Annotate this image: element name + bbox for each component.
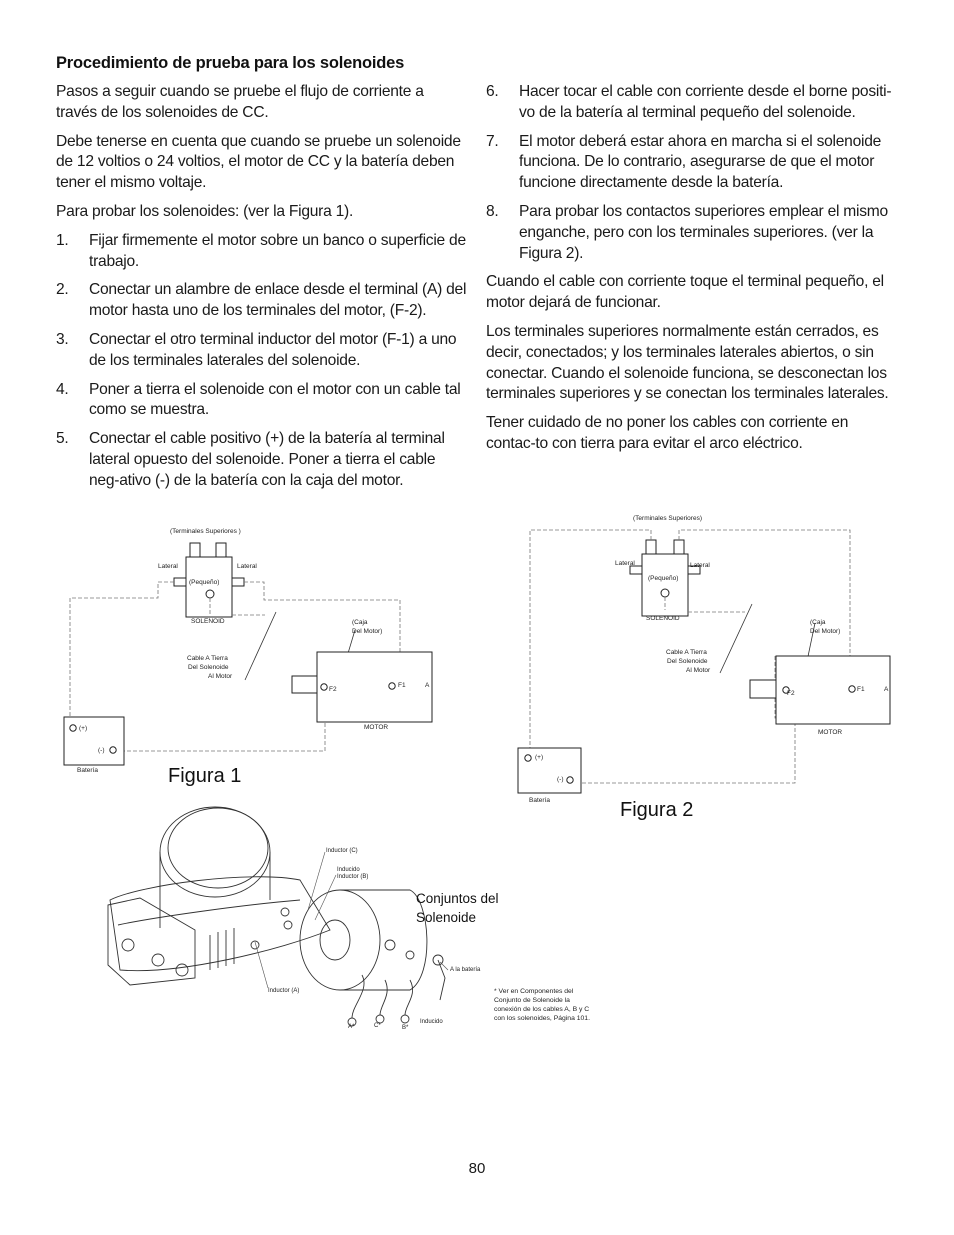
section-heading: Procedimiento de prueba para los solenoides <box>56 54 405 72</box>
solenoid-assembly-illustration <box>100 800 620 1035</box>
voltage-note-paragraph: Debe tenerse en cuenta que cuando se pruebe un solenoide de 12 voltios o 24 voltios, el motor de CC y la batería deben tener el mismo voltaje. <box>56 132 461 192</box>
intro-paragraph: Pasos a seguir cuando se pruebe el flujo de corriente a través de los solenoides de CC. <box>56 83 424 121</box>
step-text: Conectar el cable positivo (+) de la batería al terminal lateral opuesto del solenoide. Poner a tierra el cable neg-ativo (-) de la batería con la caja del motor. <box>89 430 445 489</box>
induced-bottom-label: Inducido <box>420 1019 443 1025</box>
b-star-label: B* <box>402 1025 409 1031</box>
note-line-1: * Ver en Componentes del <box>494 988 574 995</box>
motor-case-label: (Caja <box>352 619 368 626</box>
induced-label: Inducido <box>337 867 360 873</box>
step-text: Para probar los contactos superiores emplear el mismo enganche, pero con los terminales superiores. (ver la Figura 2). <box>519 202 888 262</box>
step-number: 4. <box>56 380 69 398</box>
lateral-left-label: Lateral <box>158 563 178 570</box>
top-terminals-label: (Terminales Superiores) <box>633 515 702 522</box>
small-terminal-label: (Pequeño) <box>648 575 679 582</box>
figure-2-caption: Figura 2 <box>620 799 694 821</box>
a-star-label: A* <box>348 1024 355 1030</box>
step-text: El motor deberá estar ahora en marcha si el solenoide funciona. De lo contrario, asegurarse de que el motor funcione directamente desde la batería. <box>519 132 882 192</box>
note-line-4: con los solenoides, Página 101. <box>494 1015 590 1022</box>
caution-paragraph: Tener cuidado de no poner los cables con corriente en contac-to con tierra para evitar el arco eléctrico. <box>486 414 849 452</box>
figure-1-diagram <box>50 520 450 790</box>
test-instructions-paragraph: Para probar los solenoides: (ver la Figura 1). <box>56 202 354 220</box>
note-line-3: conexión de los cables A, B y C <box>494 1006 590 1013</box>
ground-cable-label-3: Al Motor <box>208 673 233 680</box>
step-number: 8. <box>486 202 499 220</box>
figure-2-diagram <box>510 508 910 828</box>
top-terminals-label: (Terminales Superiores ) <box>170 528 241 535</box>
step-text: Hacer tocar el cable con corriente desde el borne positi-vo de la batería al terminal pequeño del solenoide. <box>519 83 892 121</box>
step-item <box>486 202 900 264</box>
note-line-2: Conjunto de Solenoide la <box>494 997 570 1004</box>
lateral-right-label: Lateral <box>237 563 257 570</box>
step-item <box>56 330 468 372</box>
step-text: Poner a tierra el solenoide con el motor con un cable tal como se muestra. <box>89 380 461 419</box>
to-battery-label: A la batería <box>450 967 481 973</box>
ground-cable-label-3: Al Motor <box>686 667 711 674</box>
ground-cable-label: Cable A Tierra <box>187 655 228 662</box>
step-item <box>486 132 900 194</box>
motor-case-label-2: Del Motor) <box>810 628 841 635</box>
step-number: 6. <box>486 83 499 100</box>
inductor-c-label: Inductor (C) <box>326 848 358 854</box>
f2-terminal-label: F2 <box>787 690 795 697</box>
motor-label: MOTOR <box>818 729 843 736</box>
page-number: 80 <box>468 1160 486 1177</box>
motor-label: MOTOR <box>364 724 389 731</box>
solenoid-label: SOLENOID <box>646 615 680 622</box>
motor-case-label: (Caja <box>810 619 826 626</box>
inductor-b-label: Inductor (B) <box>337 874 369 880</box>
step-text: Fijar firmemente el motor sobre un banco o superficie de trabajo. <box>89 231 466 270</box>
step-item <box>56 280 468 322</box>
battery-label: Batería <box>77 767 98 774</box>
motor-stop-paragraph: Cuando el cable con corriente toque el terminal pequeño, el motor dejará de funcionar. <box>486 273 884 312</box>
step-item <box>56 231 468 273</box>
ground-cable-label-2: Del Solenoide <box>667 658 708 665</box>
step-number: 1. <box>56 231 69 249</box>
assembly-title-2: Solenoide <box>416 910 477 925</box>
lateral-right-label: Lateral <box>690 562 710 569</box>
a-terminal-label: A <box>884 686 889 693</box>
terminals-paragraph: Los terminales superiores normalmente están cerrados, es decir, conectados; y los terminales laterales abiertos, o sin conectar. Cuando el solenoide funciona, se desconectan los terminales superiores y se conectan los terminales laterales. <box>486 322 889 403</box>
step-number: 7. <box>486 132 499 150</box>
step-item <box>56 429 468 491</box>
step-text: Conectar el otro terminal inductor del motor (F-1) a uno de los terminales laterales del solenoide. <box>89 330 457 369</box>
left-column <box>56 82 468 500</box>
battery-positive-label: (+) <box>535 754 544 761</box>
small-terminal-label: (Pequeño) <box>189 579 220 586</box>
step-number: 2. <box>56 281 69 299</box>
battery-label: Batería <box>529 797 550 804</box>
battery-negative-label: (-) <box>557 776 564 783</box>
c-star-label: C* <box>374 1023 381 1029</box>
step-number: 5. <box>56 430 69 448</box>
battery-positive-label: (+) <box>79 725 88 732</box>
f1-terminal-label: F1 <box>857 686 865 693</box>
figure-1-caption: Figura 1 <box>168 765 242 787</box>
step-text: Conectar un alambre de enlace desde el terminal (A) del motor hasta uno de los terminales del motor, (F-2). <box>89 281 467 320</box>
ground-cable-label-2: Del Solenoide <box>188 664 229 671</box>
step-item <box>486 82 900 124</box>
inductor-a-label: Inductor (A) <box>268 988 300 994</box>
f1-terminal-label: F1 <box>398 682 406 689</box>
a-terminal-label: A <box>425 682 430 689</box>
right-column <box>486 82 900 463</box>
motor-case-label-2: Del Motor) <box>352 628 383 635</box>
f2-terminal-label: F2 <box>329 686 337 693</box>
step-number: 3. <box>56 330 69 348</box>
assembly-title: Conjuntos del <box>416 891 499 906</box>
solenoid-label: SOLENOID <box>191 618 225 625</box>
ground-cable-label: Cable A Tierra <box>666 649 707 656</box>
step-item <box>56 380 468 422</box>
lateral-left-label: Lateral <box>615 560 635 567</box>
battery-negative-label: (-) <box>98 747 105 754</box>
